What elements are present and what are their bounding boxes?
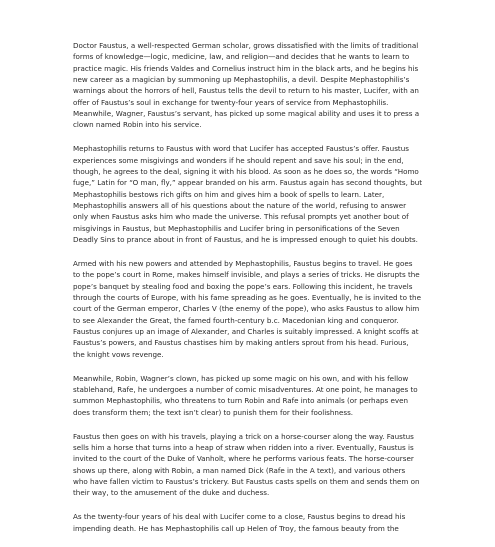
paragraph-impending-death: As the twenty-four years of his deal with Lucifer come to a close, Faustus begins to dread his impending death. He has Mephastophilis call up Helen of Troy, the famous beauty from the	[73, 512, 406, 533]
paragraph-deal-signed: Mephastophilis returns to Faustus with word that Lucifer has accepted Faustus’s offer. Faustus experiences some misgivings and wonders if he should repent and save his soul; in the end, though, he agrees to the deal, signing it with his blood. As soon as he does so, the words “Homo fuge,” Latin for “O man, fly,” appear branded on his arm. Faustus again has second thoughts, but Mephastophilis bestows rich gifts on him and gives him a book of spells to learn. Later, Mephastophilis answers all of his questions about the nature of the world, refusing to answer only when Faustus asks him who made the universe. This refusal prompts yet another bout of misgivings in Faustus, but Mephastophilis and Lucifer bring in personifications of the Seven Deadly Sins to prance about in front of Faustus, and he is impressed enough to quiet his doubts.	[73, 144, 423, 245]
document-body	[73, 40, 429, 547]
paragraph-faustus-summons-devil: Doctor Faustus, a well-respected German scholar, grows dissatisfied with the limits of traditional forms of knowledge—logic, medicine, law, and religion—and decides that he wants to learn to practice magic. His friends Valdes and Cornelius instruct him in the black arts, and he begins his new career as a magician by summoning up Mephastophilis, a devil. Despite Mephastophilis’s warnings about the horrors of hell, Faustus tells the devil to return to his master, Lucifer, with an offer of Faustus’s soul in exchange for twenty-four years of service from Mephastophilis. Meanwhile, Wagner, Faustus’s servant, has picked up some magical ability and uses it to press a clown named Robin into his service.	[73, 41, 420, 130]
paragraph-robin-misadventures: Meanwhile, Robin, Wagner’s clown, has picked up some magic on his own, and with his fellow stablehand, Rafe, he undergoes a number of comic misadventures. At one point, he manages to summon Mephastophilis, who threatens to turn Robin and Rafe into animals (or perhaps even does transform them; the text isn’t clear) to punish them for their foolishness.	[73, 373, 418, 417]
paragraph-horse-courser: Faustus then goes on with his travels, playing a trick on a horse-courser along the way. Faustus sells him a horse that turns into a heap of straw when ridden into a river. Eventually, Faustus is invited to the court of the Duke of Vanholt, where he performs various feats. The horse-courser shows up there, along with Robin, a man named Dick (Rafe in the A text), and various others who have fallen victim to Faustus’s trickery. But Faustus casts spells on them and sends them on their way, to the amusement of the duke and duchess.	[73, 431, 420, 498]
paragraph-travels-rome: Armed with his new powers and attended by Mephastophilis, Faustus begins to travel. He goes to the pope’s court in Rome, makes himself invisible, and plays a series of tricks. He disrupts the pope’s banquet by stealing food and boxing the pope’s ears. Following this incident, he travels through the courts of Europe, with his fame spreading as he goes. Eventually, he is invited to the court of the German emperor, Charles V (the enemy of the pope), who asks Faustus to allow him to see Alexander the Great, the famed fourth-century b.c. Macedonian king and conqueror. Faustus conjures up an image of Alexander, and Charles is suitably impressed. A knight scoffs at Faustus’s powers, and Faustus chastises him by making antlers sprout from his head. Furious, the knight vows revenge.	[73, 259, 421, 359]
